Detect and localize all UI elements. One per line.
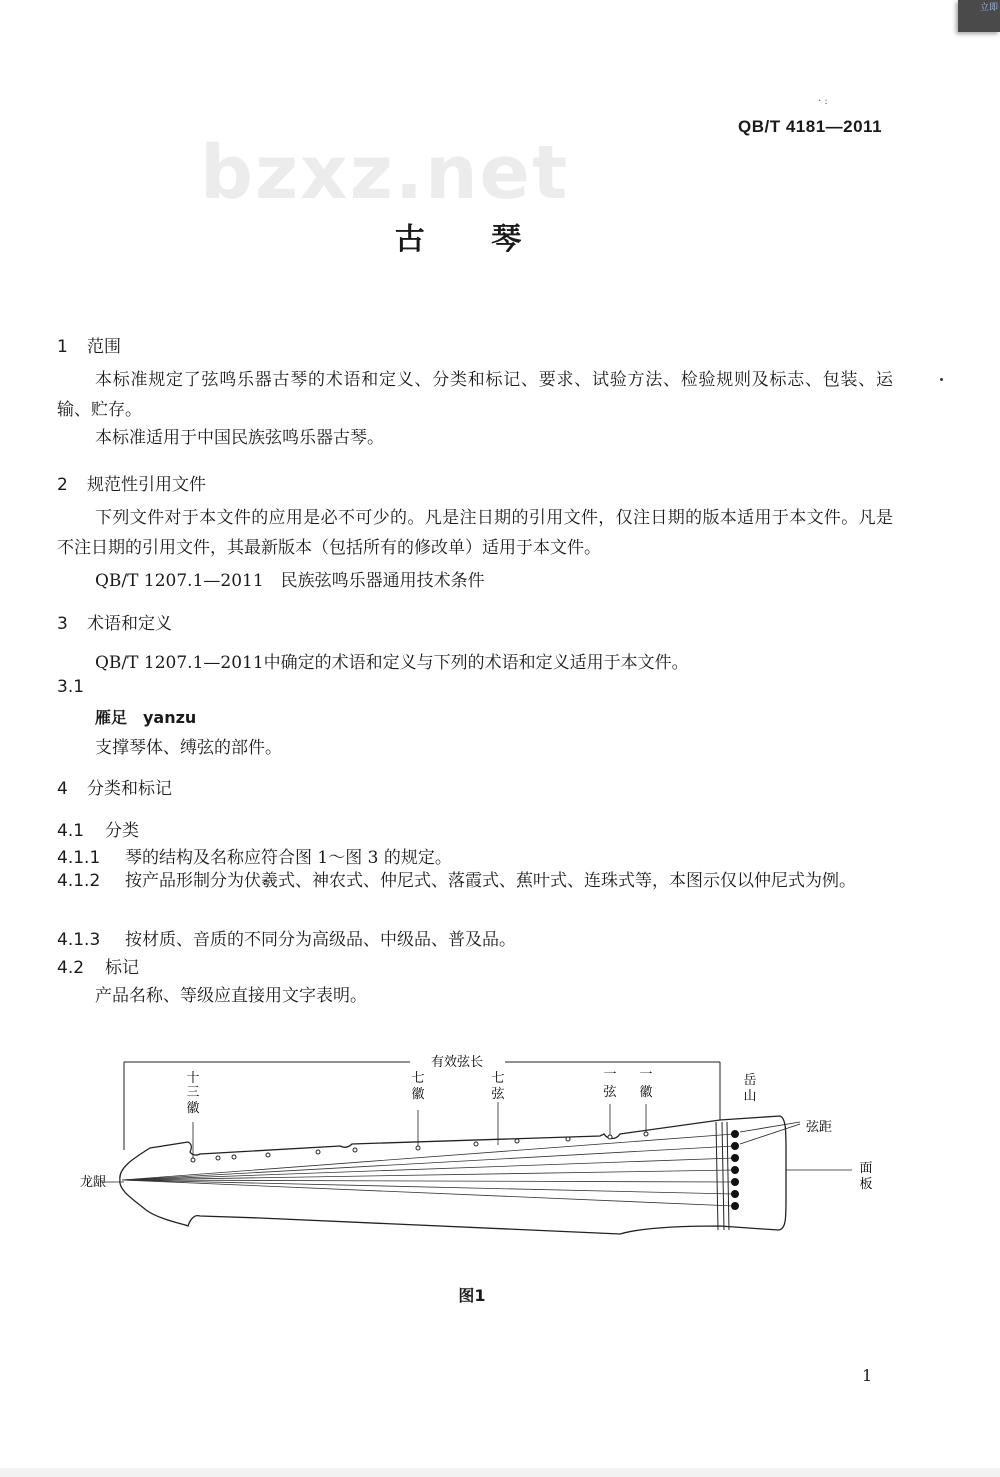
clause-4-2-text: 产品名称、等级应直接用文字表明。: [95, 986, 367, 1006]
section-title: 术语和定义: [87, 614, 172, 634]
corner-button[interactable]: [958, 0, 1000, 32]
clause-4-1-2: [57, 866, 893, 896]
section-2-paragraph-1: 下列文件对于本文件的应用是必不可少的。凡是注日期的引用文件，仅注日期的版本适用于本文件。凡是不注日期的引用文件，其最新版本（包括所有的修改单）适用于本文件。: [57, 508, 893, 558]
svg-text:徽: 徽: [639, 1085, 653, 1100]
guqin-diagram: [80, 1040, 900, 1280]
normative-reference: QB/T 1207.1—2011 民族弦鸣乐器通用技术条件: [95, 571, 485, 591]
clause-number: 4.2: [57, 958, 85, 978]
clause-number: 4.1.2: [57, 871, 101, 891]
term-3-1-name: 雁足 yanzu: [95, 708, 197, 727]
svg-text:三: 三: [186, 1085, 200, 1100]
svg-text:徽: 徽: [186, 1101, 200, 1116]
section-number: 3: [57, 614, 68, 634]
clause-text: 按产品形制分为伏羲式、神农式、仲尼式、落霞式、蕉叶式、连珠式等，本图示仅以仲尼式为例。: [125, 871, 856, 891]
clause-4-2-heading: [57, 953, 139, 978]
effective-length-label: 有效弦长: [430, 1055, 484, 1070]
svg-text:岳: 岳: [743, 1073, 757, 1088]
hui1-label: [639, 1067, 652, 1100]
clause-number: 4.1.1: [57, 848, 101, 868]
xian1-label: [603, 1067, 617, 1100]
clause-4-1-heading: [57, 816, 139, 841]
scan-speck: [940, 378, 943, 381]
clause-4-1-1: [57, 843, 452, 868]
clause-text: 琴的结构及名称应符合图 1～图 3 的规定。: [125, 848, 452, 868]
clause-text: 按材质、音质的不同分为高级品、中级品、普及品。: [125, 930, 516, 950]
svg-text:七: 七: [411, 1071, 425, 1086]
svg-text:一: 一: [603, 1067, 617, 1082]
section-number: 2: [57, 475, 68, 495]
svg-text:十: 十: [186, 1071, 200, 1086]
section-3-paragraph-1: QB/T 1207.1—2011中确定的术语和定义与下列的术语和定义适用于本文件。: [95, 653, 689, 673]
document-code: QB/T 4181—2011: [738, 117, 883, 136]
page-number: 1: [862, 1366, 873, 1385]
section-number: 1: [57, 337, 68, 357]
term-3-1-number: 3.1: [57, 677, 85, 697]
section-title: 范围: [87, 337, 121, 357]
svg-text:七: 七: [491, 1071, 505, 1086]
svg-text:弦: 弦: [603, 1085, 617, 1100]
figure-caption: 图1: [458, 1286, 486, 1305]
hui13-label: [186, 1070, 199, 1116]
yueshan-label: [743, 1073, 756, 1104]
xian7-label: [491, 1071, 505, 1102]
svg-text:面: 面: [859, 1161, 873, 1176]
svg-text:一: 一: [639, 1067, 653, 1082]
document-title: 古 琴: [394, 222, 550, 257]
clause-number: 4.1: [57, 821, 85, 841]
page-bottom-edge: [0, 1468, 1000, 1477]
corner-label: 立即: [979, 3, 998, 13]
term-3-1-definition: 支撑琴体、缚弦的部件。: [95, 738, 282, 758]
section-1-heading: [57, 332, 121, 357]
svg-text:板: 板: [859, 1177, 873, 1192]
clause-title: 分类: [105, 821, 139, 841]
svg-text:山: 山: [743, 1089, 757, 1104]
section-4-heading: [57, 774, 172, 799]
section-number: 4: [57, 779, 68, 799]
clause-title: 标记: [105, 958, 139, 978]
clause-number: 4.1.3: [57, 930, 101, 950]
svg-text:弦: 弦: [491, 1087, 505, 1102]
qin-body: [120, 1116, 786, 1234]
section-title: 分类和标记: [87, 779, 172, 799]
svg-text:徽: 徽: [411, 1087, 425, 1102]
section-2-heading: [57, 470, 206, 495]
watermark: bzxz.net: [200, 130, 570, 216]
section-1-paragraph-2: 本标准适用于中国民族弦鸣乐器古琴。: [95, 428, 384, 448]
soundboard-label: [859, 1161, 872, 1192]
string-spacing-label: 弦距: [806, 1120, 833, 1135]
section-title: 规范性引用文件: [87, 475, 206, 495]
section-1-paragraph-1: 本标准规定了弦鸣乐器古琴的术语和定义、分类和标记、要求、试验方法、检验规则及标志、包装、运输、贮存。: [57, 370, 893, 420]
scan-marks: · :: [818, 96, 828, 107]
section-3-heading: [57, 609, 172, 634]
longyin-label: 龙龈: [80, 1175, 107, 1190]
clause-4-1-3: [57, 925, 516, 950]
hui7-label: [411, 1071, 424, 1102]
